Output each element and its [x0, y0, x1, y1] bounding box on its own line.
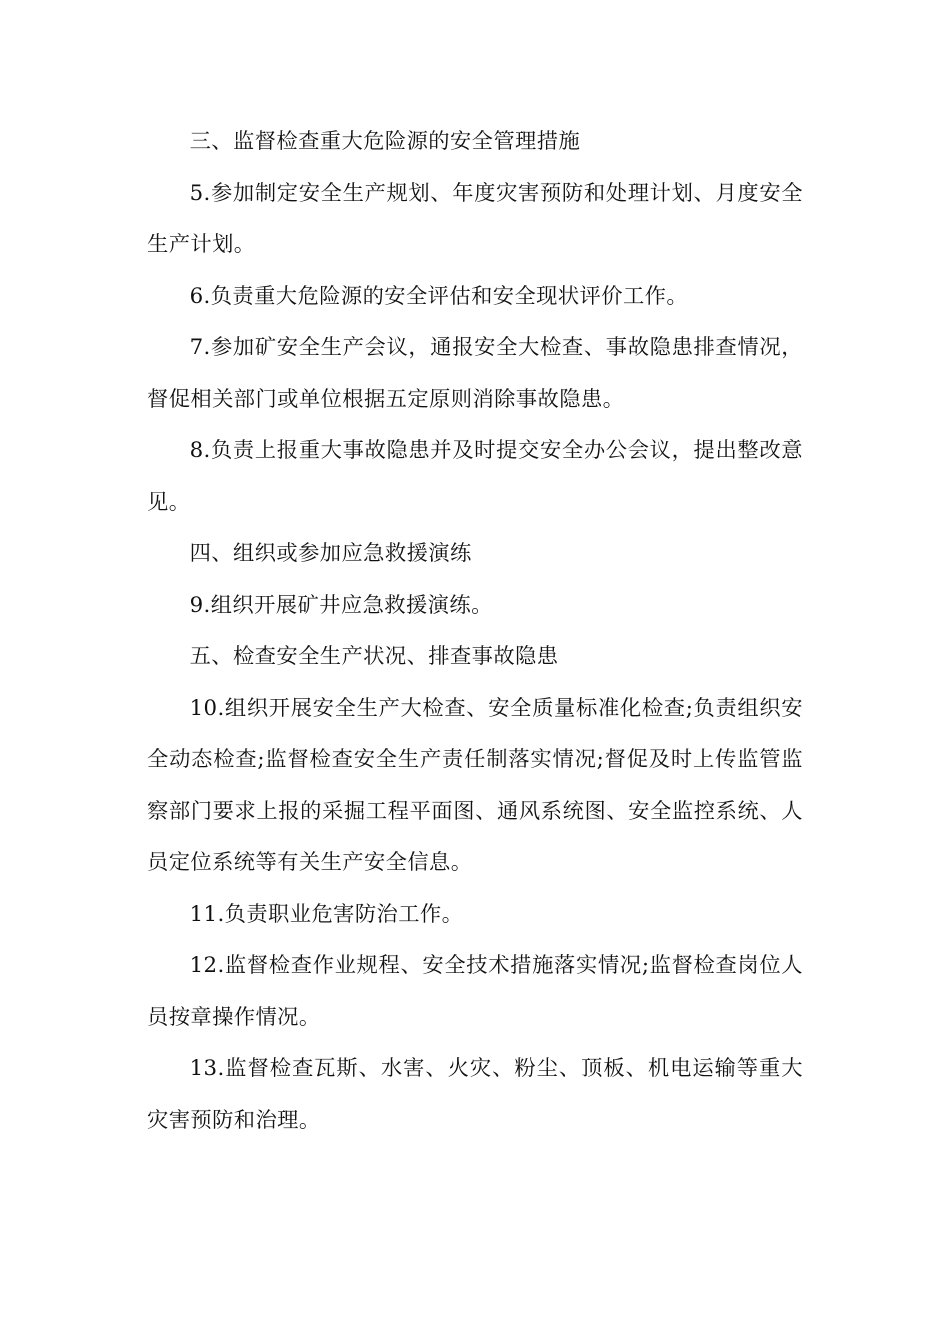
section-heading-5: 五、检查安全生产状况、排查事故隐患: [189, 644, 559, 669]
paragraph-item-5: 5.参加制定安全生产规划、年度灾害预防和处理计划、月度安全生产计划。: [147, 180, 803, 257]
paragraph-item-6: 6.负责重大危险源的安全评估和安全现状评价工作。: [189, 283, 689, 309]
paragraph-item-11: 11.负责职业危害防治工作。: [189, 901, 464, 927]
paragraph-item-9: 9.组织开展矿井应急救援演练。: [189, 592, 493, 618]
paragraph-item-8: 8.负责上报重大事故隐患并及时提交安全办公会议，提出整改意见。: [147, 438, 803, 515]
section-heading-4: 四、组织或参加应急救援演练: [189, 541, 472, 566]
paragraph-item-7: 7.参加矿安全生产会议，通报安全大检查、事故隐患排查情况，督促相关部门或单位根据五定原则消除事故隐患。: [147, 335, 803, 412]
section-heading-3: 三、监督检查重大危险源的安全管理措施: [189, 129, 581, 154]
paragraph-item-13: 13.监督检查瓦斯、水害、火灾、粉尘、顶板、机电运输等重大灾害预防和治理。: [147, 1056, 803, 1133]
paragraph-item-12: 12.监督检查作业规程、安全技术措施落实情况;监督检查岗位人员按章操作情况。: [147, 953, 803, 1030]
paragraph-item-10: 10.组织开展安全生产大检查、安全质量标准化检查;负责组织安全动态检查;监督检查安全生产责任制落实情况;督促及时上传监管监察部门要求上报的采掘工程平面图、通风系统图、安全监控系统、人员定位系统等有关生产安全信息。: [147, 695, 803, 875]
document-body: [147, 116, 803, 1146]
